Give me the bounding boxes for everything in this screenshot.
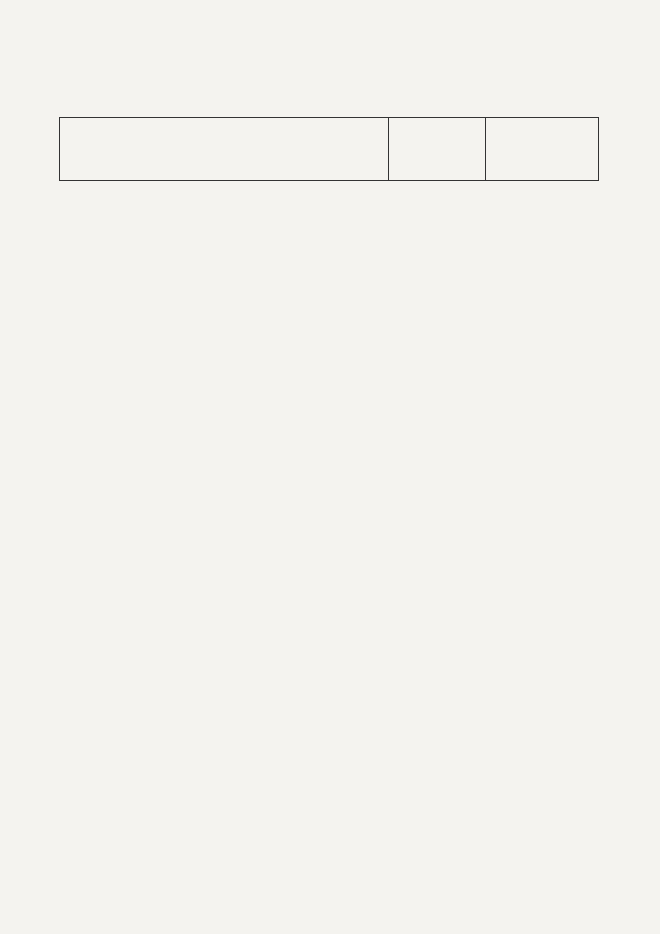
- header-badong-quota: [486, 118, 599, 181]
- header-school-name: [60, 118, 389, 181]
- quota-table: [59, 117, 599, 181]
- table-header-row: [60, 118, 599, 181]
- header-enshi-quota: [389, 118, 486, 181]
